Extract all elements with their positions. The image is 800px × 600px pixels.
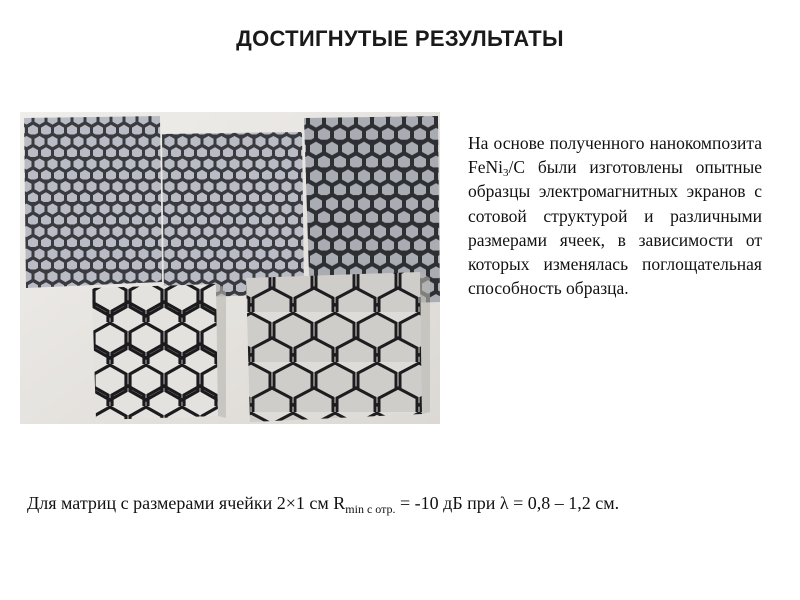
bottom-note-subscript: min с отр.: [345, 502, 396, 516]
description-text-1: На основе полученного нанокомпозита FeNi: [468, 133, 762, 178]
subscript-3: 3: [503, 167, 509, 180]
results-description: [468, 131, 762, 300]
bottom-note: [27, 493, 787, 514]
description-text-2: /С были изготовлены опытные образцы электромагнитных экранов с сотовой структурой и различными размерами ячеек, в зависимости от которых изменялась поглощательная способность образца.: [468, 157, 762, 299]
honeycomb-samples-photo: [20, 112, 440, 424]
bottom-note-text-1: Для матриц с размерами ячейки 2×1 см R: [27, 493, 346, 513]
bottom-note-text-2: = -10 дБ при λ = 0,8 – 1,2 см.: [395, 493, 620, 513]
slide-title: ДОСТИГНУТЫЕ РЕЗУЛЬТАТЫ: [236, 26, 564, 51]
